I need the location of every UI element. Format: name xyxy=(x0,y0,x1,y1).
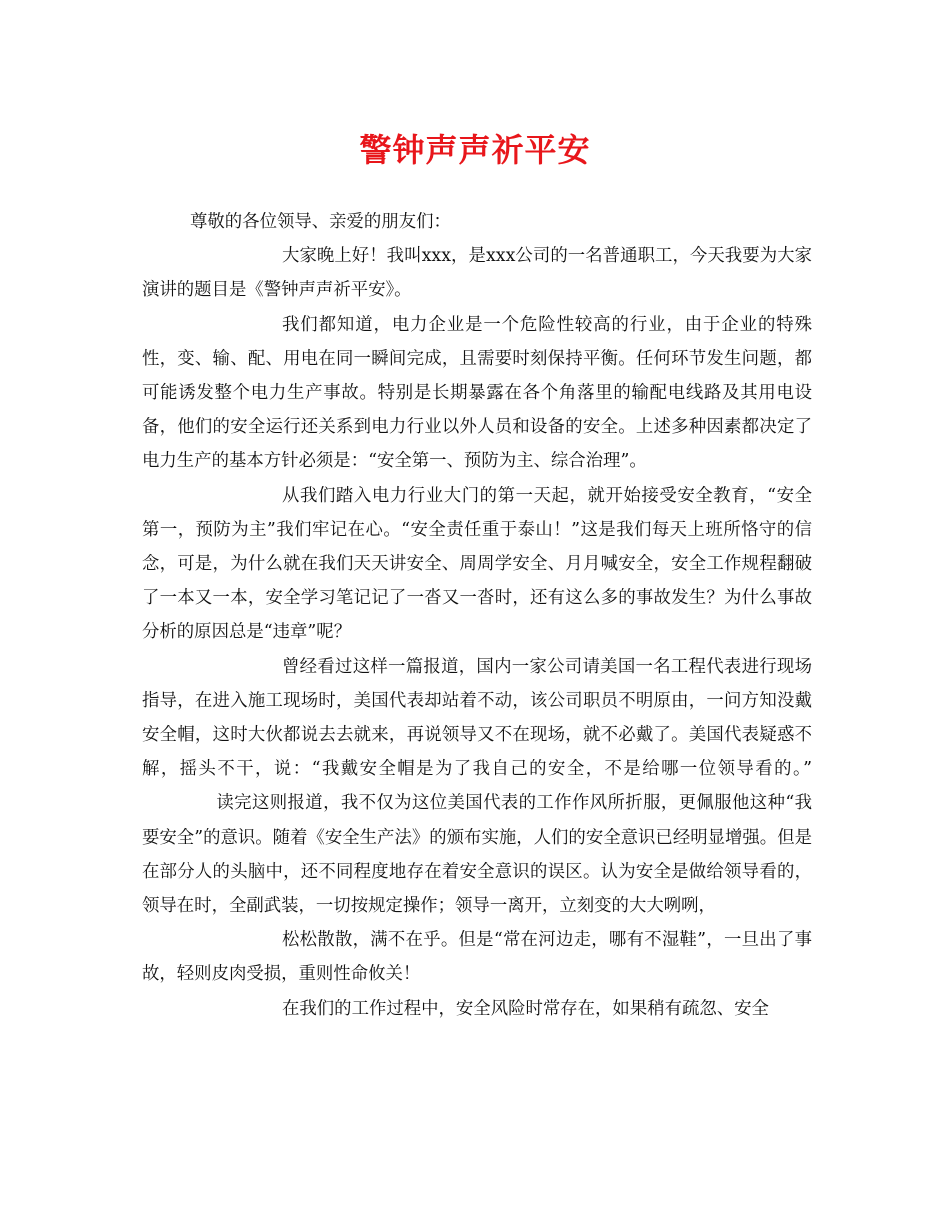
greeting-line: 尊敬的各位领导、亲爱的朋友们： xyxy=(190,212,451,232)
paragraph-reflection-text: 读完这则报道，我不仅为这位美国代表的工作作风所折服，更佩服他这种“我要安全”的意识。随着《安全生产法》的颁布实施，人们的安全意识已经明显增强。但是在部分人的头脑中，还不同程度地存在着安全意识的误区。认为安全是做给领导看的，领导在时，全副武装，一切按规定操作；领导一离开，立刻变的大大咧咧， xyxy=(142,793,812,917)
paragraph-report-text: 曾经看过这样一篇报道，国内一家公司请美国一名工程代表进行现场指导，在进入施工现场时，美国代表却站着不动，该公司职员不明原由，一问方知没戴安全帽，这时大伙都说去去就来，再说领导又不在现场，就不必戴了。美国代表疑惑不解，摇头不干，说：“我戴安全帽是为了我自己的安全，不是给哪一位领导看的。” xyxy=(142,656,812,780)
paragraph-safety-education: 从我们踏入电力行业大门的第一天起，就开始接受安全教育，“安全第一，预防为主”我们牢记在心。“安全责任重于泰山！”这是我们每天上班所恪守的信念，可是，为什么就在我们天天讲安全、周周学安全、月月喊安全，安全工作规程翻破了一本又一本，安全学习笔记记了一沓又一沓时，还有这么多的事故发生？为什么事故分析的原因总是“违章”呢？ xyxy=(142,485,812,643)
paragraph-intro: 大家晚上好！我叫xxx，是xxx公司的一名普通职工，今天我要为大家演讲的题目是《警钟声声祈平安》。 xyxy=(142,246,812,301)
paragraph-report xyxy=(142,650,812,924)
paragraph-industry: 我们都知道，电力企业是一个危险性较高的行业，由于企业的特殊性，变、输、配、用电在同一瞬间完成，且需要时刻保持平衡。任何环节发生问题，都可能诱发整个电力生产事故。特别是长期暴露在各个角落里的输配电线路及其用电设备，他们的安全运行还关系到电力行业以外人员和设备的安全。上述多种因素都决定了电力生产的基本方针必须是：“安全第一、预防为主、综合治理”。 xyxy=(142,314,812,472)
document-title: 警钟声声祈平安 xyxy=(359,131,591,169)
paragraph-risk: 在我们的工作过程中，安全风险时常存在，如果稍有疏忽、安全 xyxy=(282,998,769,1019)
paragraph-consequence: 松松散散，满不在乎。但是“常在河边走，哪有不湿鞋”，一旦出了事故，轻则皮肉受损，重则性命攸关！ xyxy=(142,930,812,985)
document-body xyxy=(142,205,812,1026)
